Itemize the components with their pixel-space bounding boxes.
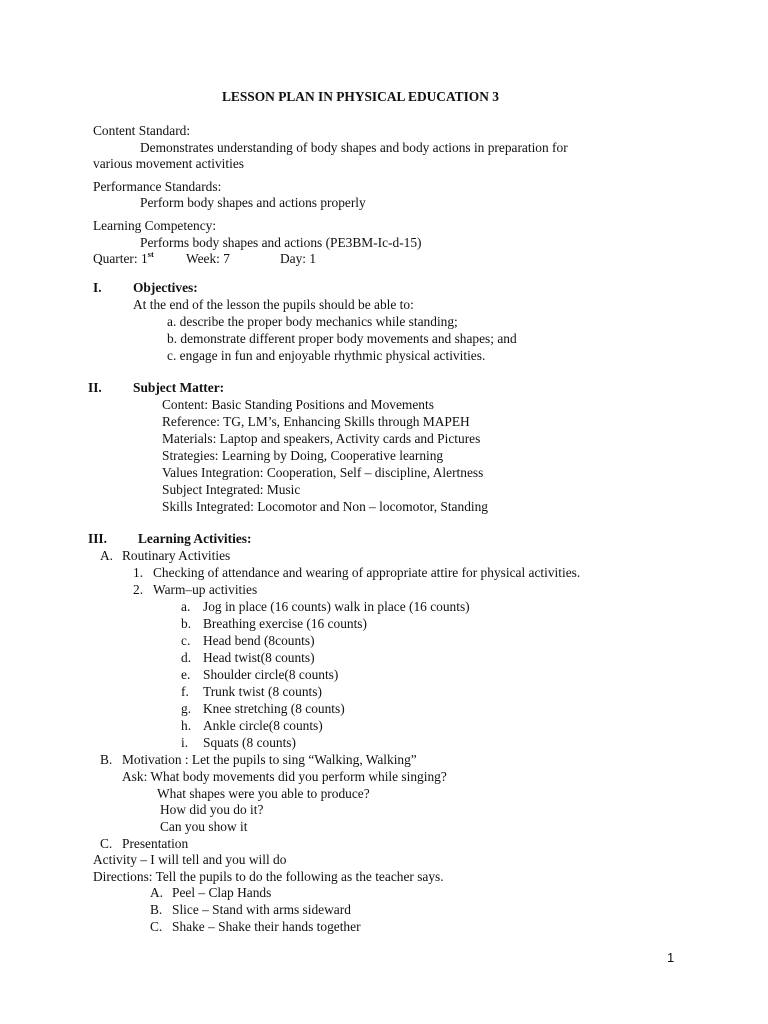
- week: Week: 7: [186, 251, 230, 266]
- performance-standards-label: Performance Standards:: [93, 179, 222, 194]
- routinary-item-marker: 2.: [133, 582, 144, 597]
- objectives-intro: At the end of the lesson the pupils should be able to:: [133, 297, 414, 312]
- motivation-question: Ask: What body movements did you perform while singing?: [122, 769, 447, 784]
- subject-matter-item: Subject Integrated: Music: [162, 482, 301, 497]
- warmup-item: Knee stretching (8 counts): [203, 701, 345, 716]
- subject-matter-item: Strategies: Learning by Doing, Cooperative learning: [162, 448, 444, 463]
- objectives-numeral: I.: [93, 280, 102, 295]
- routinary-item: Warm–up activities: [153, 582, 258, 597]
- routinary-item: Checking of attendance and wearing of appropriate attire for physical activities.: [153, 565, 581, 580]
- motivation-question: Can you show it: [160, 819, 248, 834]
- learning-competency-label: Learning Competency:: [93, 218, 217, 233]
- learning-activities-numeral: III.: [88, 531, 107, 546]
- document-title: LESSON PLAN IN PHYSICAL EDUCATION 3: [222, 89, 499, 104]
- presentation-item: Slice – Stand with arms sideward: [172, 902, 351, 917]
- warmup-marker: i.: [181, 735, 189, 750]
- warmup-marker: f.: [181, 684, 189, 699]
- performance-standards-text: Perform body shapes and actions properly: [140, 195, 366, 210]
- content-standard-text-cont: various movement activities: [93, 156, 244, 171]
- motivation-marker: B.: [100, 752, 113, 767]
- subject-matter-item: Materials: Laptop and speakers, Activity cards and Pictures: [162, 431, 481, 446]
- routinary-label: Routinary Activities: [122, 548, 231, 563]
- warmup-item: Ankle circle(8 counts): [203, 718, 323, 733]
- objective-item: c. engage in fun and enjoyable rhythmic physical activities.: [167, 348, 486, 363]
- subject-matter-item: Skills Integrated: Locomotor and Non – locomotor, Standing: [162, 499, 488, 514]
- warmup-marker: e.: [181, 667, 191, 682]
- presentation-item-marker: B.: [150, 902, 163, 917]
- presentation-item-marker: A.: [150, 885, 164, 900]
- subject-matter-item: Values Integration: Cooperation, Self – discipline, Alertness: [162, 465, 484, 480]
- presentation-item: Shake – Shake their hands together: [172, 919, 361, 934]
- quarter: [93, 250, 154, 267]
- objectives-heading: Objectives:: [133, 280, 198, 295]
- quarter-ordinal: st: [147, 248, 154, 259]
- warmup-marker: c.: [181, 633, 191, 648]
- warmup-item: Trunk twist (8 counts): [203, 684, 322, 699]
- objective-item: a. describe the proper body mechanics while standing;: [167, 314, 458, 329]
- subject-matter-numeral: II.: [88, 380, 102, 395]
- objective-item: b. demonstrate different proper body movements and shapes; and: [167, 331, 517, 346]
- page-number: 1: [667, 950, 675, 965]
- presentation-item: Peel – Clap Hands: [172, 885, 272, 900]
- day: Day: 1: [280, 251, 317, 266]
- warmup-marker: g.: [181, 701, 192, 716]
- motivation-question: What shapes were you able to produce?: [157, 786, 370, 801]
- warmup-marker: a.: [181, 599, 191, 614]
- warmup-item: Breathing exercise (16 counts): [203, 616, 367, 631]
- presentation-activity: Activity – I will tell and you will do: [93, 852, 287, 867]
- warmup-marker: b.: [181, 616, 192, 631]
- presentation-directions: Directions: Tell the pupils to do the following as the teacher says.: [93, 869, 444, 884]
- warmup-item: Shoulder circle(8 counts): [203, 667, 339, 682]
- presentation-marker: C.: [100, 836, 113, 851]
- warmup-item: Head bend (8counts): [203, 633, 315, 648]
- learning-activities-heading: Learning Activities:: [138, 531, 252, 546]
- subject-matter-heading: Subject Matter:: [133, 380, 225, 395]
- learning-competency-text: Performs body shapes and actions (PE3BM-Ic-d-15): [140, 235, 422, 250]
- motivation-question: How did you do it?: [160, 802, 264, 817]
- content-standard-text: Demonstrates understanding of body shapes and body actions in preparation for: [140, 140, 568, 155]
- warmup-item: Jog in place (16 counts) walk in place (16 counts): [203, 599, 470, 614]
- warmup-item: Squats (8 counts): [203, 735, 296, 750]
- presentation-label: Presentation: [122, 836, 189, 851]
- presentation-item-marker: C.: [150, 919, 163, 934]
- warmup-marker: d.: [181, 650, 192, 665]
- routinary-item-marker: 1.: [133, 565, 144, 580]
- routinary-marker: A.: [100, 548, 114, 563]
- quarter-label: Quarter: 1: [93, 251, 148, 266]
- warmup-item: Head twist(8 counts): [203, 650, 315, 665]
- content-standard-label: Content Standard:: [93, 123, 191, 138]
- warmup-marker: h.: [181, 718, 192, 733]
- subject-matter-item: Content: Basic Standing Positions and Movements: [162, 397, 434, 412]
- motivation-text: Motivation : Let the pupils to sing “Walking, Walking”: [122, 752, 417, 767]
- subject-matter-item: Reference: TG, LM’s, Enhancing Skills through MAPEH: [162, 414, 470, 429]
